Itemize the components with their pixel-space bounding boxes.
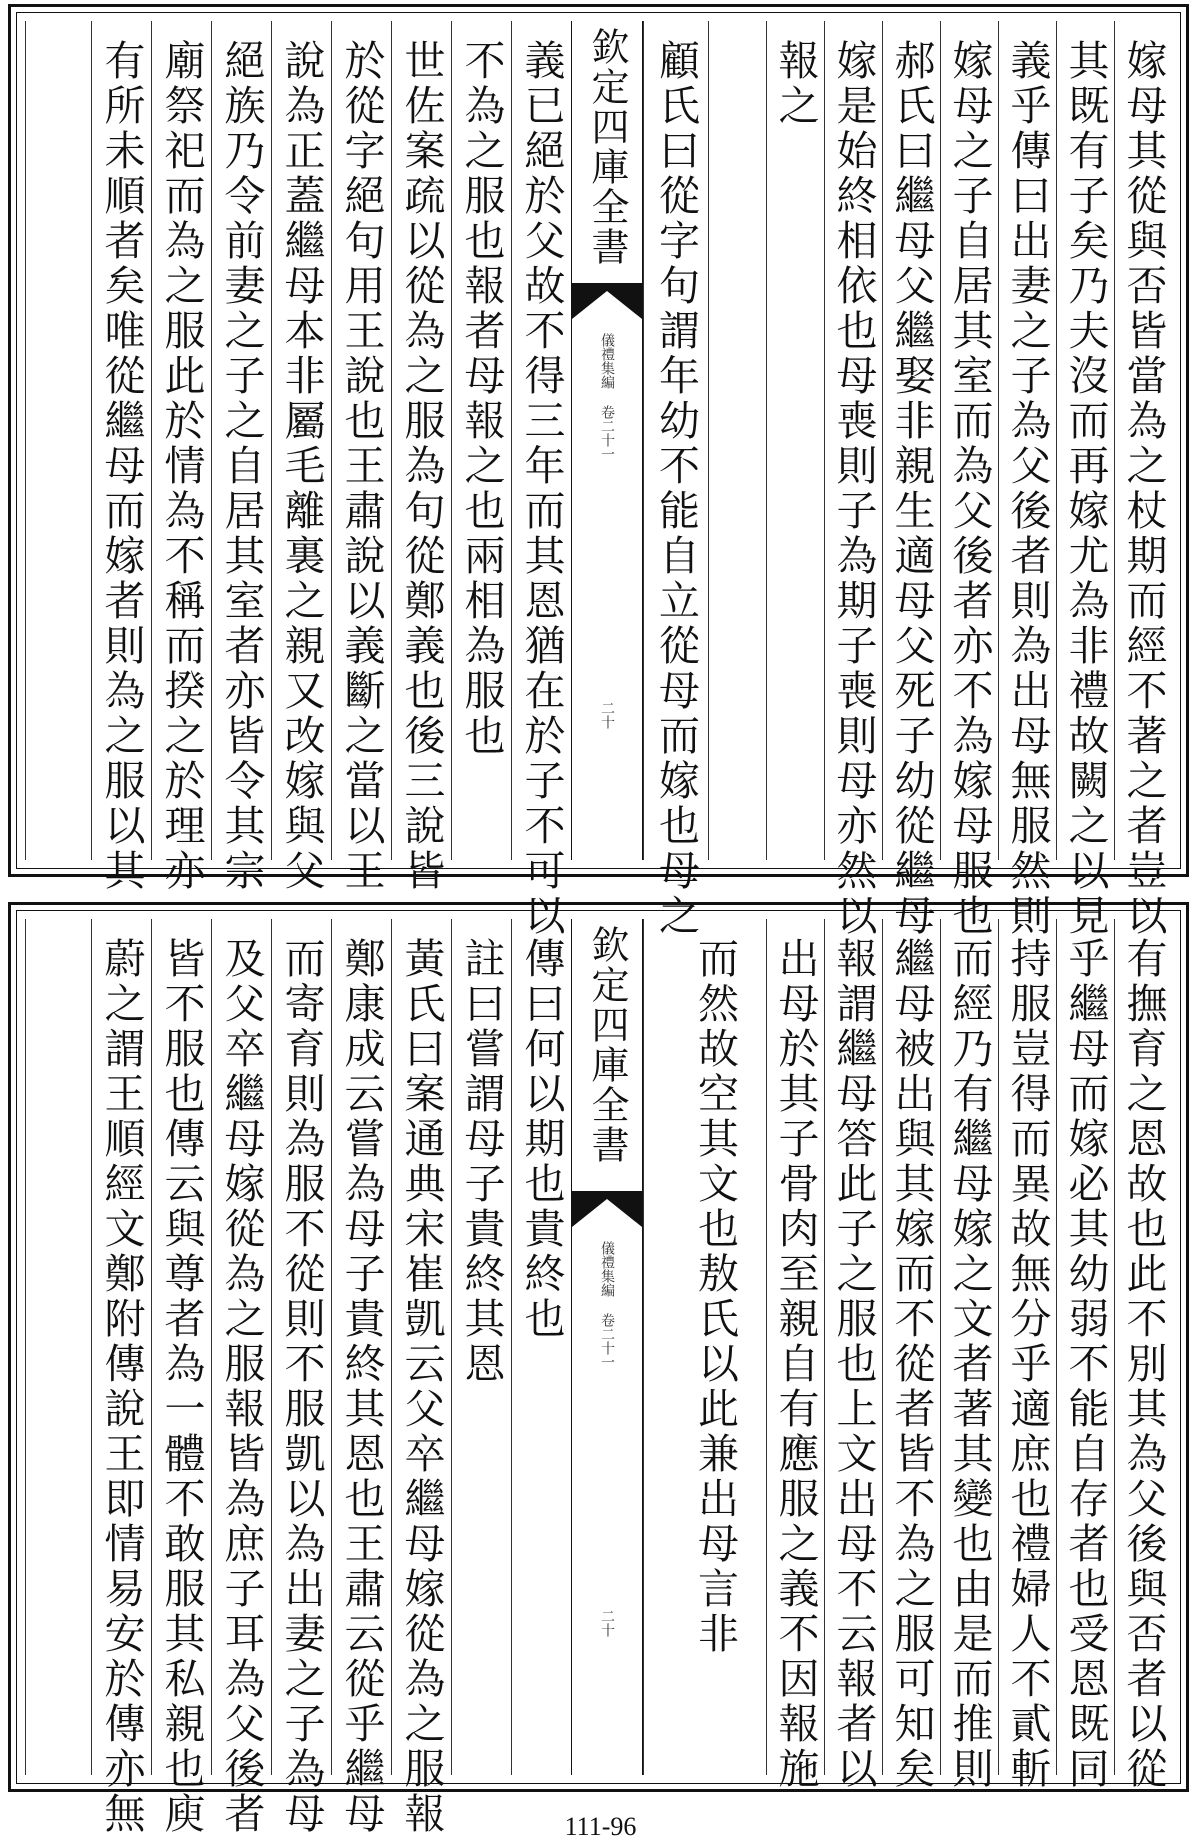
column-text: 繼母被出與其嫁而不從者皆不為之服可知矣: [887, 937, 936, 1792]
column-text: 而經乃有繼母嫁之文者著其變也由是而推則: [945, 937, 994, 1792]
column-text: 廟祭祀而為之服此於情為不稱而揆之於理亦: [157, 39, 206, 894]
column-text: 報謂繼母答此子之服也上文出母不云報者以: [829, 937, 878, 1792]
text-column: [271, 21, 331, 894]
column-text: 說為正蓋繼母本非屬毛離裏之親又改嫁與父: [277, 39, 326, 894]
text-column: [451, 21, 511, 860]
text-column: [25, 919, 91, 1775]
column-text: 及父卒繼母嫁從為之服報皆為庶子耳為父後者: [217, 937, 266, 1837]
text-column: [998, 919, 1056, 1792]
column-text: 於從字絕句用王說也王肅說以義斷之當以王: [337, 39, 386, 894]
header-title: 欽定四庫全書: [585, 27, 629, 267]
text-column: [91, 919, 151, 1837]
column-text: 嫁母其從與否皆當為之杖期而經不著之者豈以: [1119, 39, 1168, 939]
column-text: 皆不服也傳云與尊者為一體不敢服其私親也庾: [157, 937, 206, 1837]
text-column: [643, 21, 708, 939]
text-column: [708, 21, 766, 860]
text-column: [1114, 21, 1172, 939]
text-column: [211, 21, 271, 894]
text-column: [91, 21, 151, 894]
column-text: 義已絕於父故不得三年而其恩猶在於子不可以: [517, 39, 566, 939]
column-text: 傳曰何以期也貴終也: [517, 937, 566, 1342]
text-column: [451, 919, 511, 1775]
column-text: 世佐案疏以從為之服為句從鄭義也後三說皆: [397, 39, 446, 894]
column-text: 義乎傳曰出妻之子為父後者則為出母無服然則: [1003, 39, 1052, 939]
text-column: [511, 21, 571, 939]
column-text: 絕族乃令前妻之子之自居其室者亦皆令其宗: [217, 39, 266, 894]
column-text: 嫁母之子自居其室而為父後者亦不為嫁母服也: [945, 39, 994, 939]
text-column: [940, 21, 998, 939]
text-column: [1056, 21, 1114, 939]
text-column: [643, 919, 766, 1775]
text-column: [882, 919, 940, 1792]
column-text: 有所未順者矣唯從繼母而嫁者則為之服以其: [97, 39, 146, 894]
text-column: [211, 919, 271, 1837]
column-text: 嫁是始終相依也母喪則子為期子喪則母亦然以: [829, 39, 878, 939]
column-text: 鄭康成云嘗為母子貴終其恩也王肅云從乎繼母: [337, 937, 386, 1837]
center-fold: [571, 21, 643, 860]
text-column: [151, 21, 211, 894]
fish-tail-mark: [572, 283, 642, 319]
column-text: 其既有子矣乃夫沒而再嫁尤為非禮故闕之以見: [1061, 39, 1110, 939]
text-column: [391, 919, 451, 1837]
page-number: 二十: [599, 701, 615, 729]
text-column: [1056, 919, 1114, 1792]
page-footer-number: 111-96: [564, 1812, 637, 1841]
text-column: [331, 919, 391, 1837]
text-column: [331, 21, 391, 894]
text-column: [882, 21, 940, 939]
text-column: [25, 21, 91, 860]
column-text: 註曰嘗謂母子貴終其恩: [457, 937, 506, 1387]
column-text: 黃氏曰案通典宋崔凱云父卒繼母嫁從為之服報: [397, 937, 446, 1837]
text-column: [766, 21, 824, 860]
top-page: [8, 4, 1189, 939]
text-column: [998, 21, 1056, 939]
column-text: 持服豈得而異故無分乎適庶也禮婦人不貳斬: [1003, 937, 1052, 1792]
text-column: [824, 21, 882, 939]
column-text: 顧氏曰從字句謂年幼不能自立從母而嫁也母之: [652, 39, 700, 939]
text-column: [824, 919, 882, 1792]
column-text: 郝氏曰繼母父繼娶非親生適母父死子幼從繼母: [887, 39, 936, 939]
column-text: 而寄育則為服不從則不服凱以為出妻之子為母: [277, 937, 326, 1837]
text-column: [271, 919, 331, 1837]
text-column: [940, 919, 998, 1792]
column-text: 乎繼母而嫁必其幼弱不能自存者也受恩既同: [1061, 937, 1110, 1792]
text-column: [1114, 919, 1172, 1792]
volume-label: 儀禮集編 卷二十一: [599, 1241, 615, 1369]
header-title: 欽定四庫全書: [585, 925, 629, 1165]
column-text: 不為之服也報者母報之也兩相為服也: [457, 39, 506, 759]
column-text: 而然故空其文也敖氏以此兼出母言非: [691, 937, 739, 1657]
text-column: [391, 21, 451, 894]
fish-tail-mark: [572, 1191, 642, 1227]
column-text: 出母於其子骨肉至親自有應服之義不因報施: [771, 937, 820, 1792]
page-number: 二十: [599, 1609, 615, 1637]
column-text: 有撫育之恩故也此不別其為父後與否者以從: [1119, 937, 1168, 1792]
column-text: 蔚之謂王順經文鄭附傳說王即情易安於傳亦無: [97, 937, 146, 1837]
text-column: [766, 919, 824, 1792]
volume-label: 儀禮集編 卷二十一: [599, 333, 615, 461]
text-column: [511, 919, 571, 1775]
column-text: 報之: [771, 39, 820, 129]
center-fold: [571, 919, 643, 1775]
text-column: [151, 919, 211, 1837]
